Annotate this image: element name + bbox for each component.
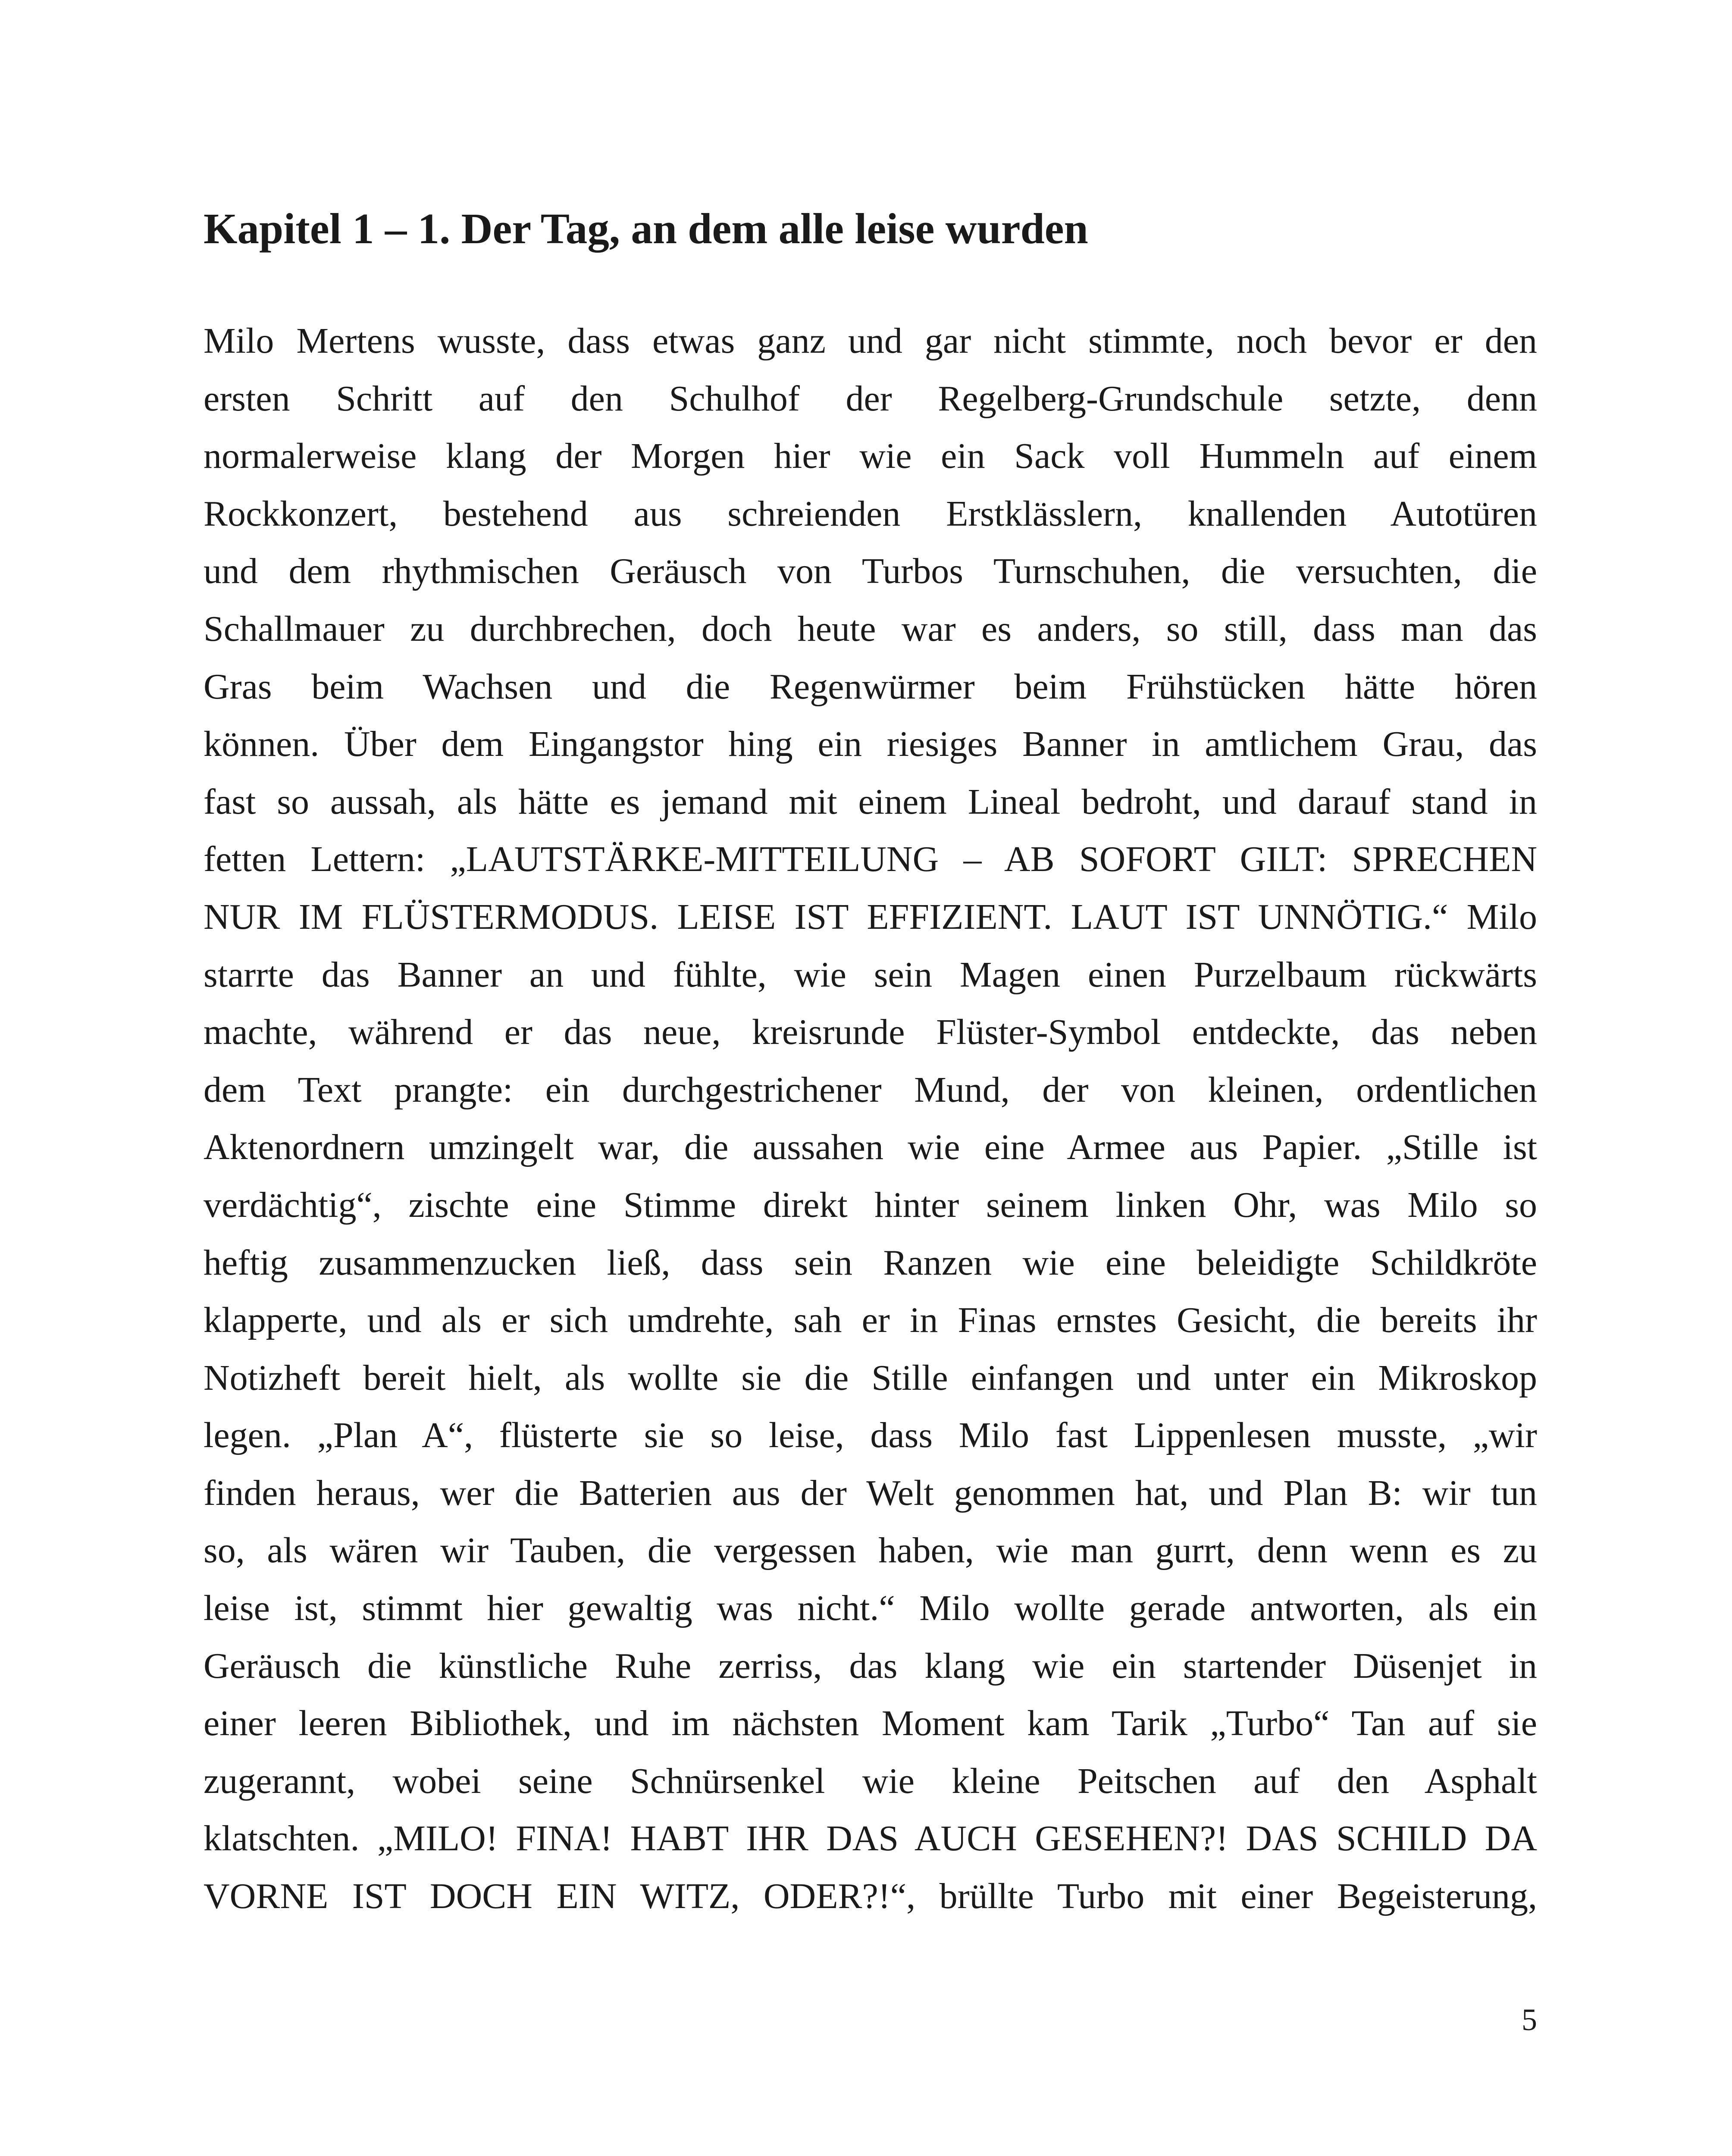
text-line: machte, während er das neue, kreisrunde Flüster-Symbol entdeckte, das neben bbox=[204, 1012, 1537, 1053]
text-line: klatschten. „MILO! FINA! HABT IHR DAS AUCH GESEHEN?! DAS SCHILD DA bbox=[204, 1818, 1537, 1859]
text-line: Gras beim Wachsen und die Regenwürmer beim Frühstücken hätte hören bbox=[204, 666, 1537, 707]
text-line: Notizheft bereit hielt, als wollte sie die Stille einfangen und unter ein Mikroskop bbox=[204, 1357, 1537, 1398]
text-line: heftig zusammenzucken ließ, dass sein Ranzen wie eine beleidigte Schildkröte bbox=[204, 1242, 1537, 1283]
text-line: VORNE IST DOCH EIN WITZ, ODER?!“, brüllte Turbo mit einer Begeisterung, bbox=[204, 1876, 1537, 1917]
text-line: finden heraus, wer die Batterien aus der Welt genommen hat, und Plan B: wir tun bbox=[204, 1473, 1537, 1513]
text-line: Aktenordnern umzingelt war, die aussahen wie eine Armee aus Papier. „Stille ist bbox=[204, 1127, 1537, 1168]
text-line: leise ist, stimmt hier gewaltig was nicht.“ Milo wollte gerade antworten, als ein bbox=[204, 1588, 1537, 1629]
text-line: fast so aussah, als hätte es jemand mit einem Lineal bedroht, und darauf stand in bbox=[204, 781, 1537, 822]
text-line: und dem rhythmischen Geräusch von Turbos Turnschuhen, die versuchten, die bbox=[204, 551, 1537, 592]
text-line: verdächtig“, zischte eine Stimme direkt hinter seinem linken Ohr, was Milo so bbox=[204, 1185, 1537, 1225]
text-line: legen. „Plan A“, flüsterte sie so leise, dass Milo fast Lippenlesen musste, „wir bbox=[204, 1415, 1537, 1456]
text-line: Milo Mertens wusste, dass etwas ganz und gar nicht stimmte, noch bevor er den bbox=[204, 321, 1537, 361]
text-line: NUR IM FLÜSTERMODUS. LEISE IST EFFIZIENT. LAUT IST UNNÖTIG.“ Milo bbox=[204, 896, 1537, 937]
chapter-title: Kapitel 1 – 1. Der Tag, an dem alle leise wurden bbox=[204, 204, 1088, 253]
text-line: so, als wären wir Tauben, die vergessen haben, wie man gurrt, denn wenn es zu bbox=[204, 1530, 1537, 1571]
text-line: starrte das Banner an und fühlte, wie sein Magen einen Purzelbaum rückwärts bbox=[204, 954, 1537, 995]
text-line: Geräusch die künstliche Ruhe zerriss, das klang wie ein startender Düsenjet in bbox=[204, 1645, 1537, 1686]
text-line: Rockkonzert, bestehend aus schreienden Erstklässlern, knallenden Autotüren bbox=[204, 493, 1537, 534]
text-line: klapperte, und als er sich umdrehte, sah er in Finas ernstes Gesicht, die bereits ihr bbox=[204, 1300, 1537, 1341]
text-line: einer leeren Bibliothek, und im nächsten Moment kam Tarik „Turbo“ Tan auf sie bbox=[204, 1703, 1537, 1744]
text-line: Schallmauer zu durchbrechen, doch heute war es anders, so still, dass man das bbox=[204, 608, 1537, 649]
text-line: können. Über dem Eingangstor hing ein riesiges Banner in amtlichem Grau, das bbox=[204, 724, 1537, 765]
body-paragraph bbox=[204, 312, 1537, 1925]
text-line: fetten Lettern: „LAUTSTÄRKE-MITTEILUNG – AB SOFORT GILT: SPRECHEN bbox=[204, 839, 1537, 880]
text-line: dem Text prangte: ein durchgestrichener Mund, der von kleinen, ordentlichen bbox=[204, 1069, 1537, 1110]
text-line: normalerweise klang der Morgen hier wie ein Sack voll Hummeln auf einem bbox=[204, 436, 1537, 476]
text-line: ersten Schritt auf den Schulhof der Regelberg-Grundschule setzte, denn bbox=[204, 378, 1537, 419]
text-line: zugerannt, wobei seine Schnürsenkel wie kleine Peitschen auf den Asphalt bbox=[204, 1761, 1537, 1801]
page-number: 5 bbox=[1522, 2002, 1537, 2037]
